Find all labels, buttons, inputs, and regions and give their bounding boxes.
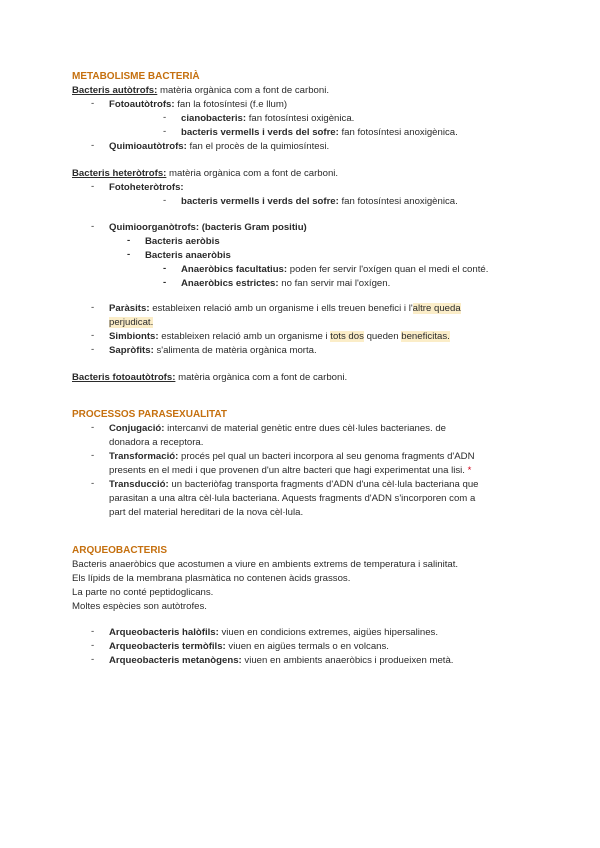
item-vermells-verds: bacteris vermells i verds del sofre: fan fotosíntesi anoxigènica. [181,127,458,138]
bullet-dash: - [91,654,95,665]
bullet-dash: - [163,263,167,274]
item-simbionts: Simbionts: estableixen relació amb un organisme i tots dos queden beneficitas. [109,331,450,342]
item-halofils: Arqueobacteris halòfils: viuen en condicions extremes, aigües hipersalines. [109,627,439,638]
item-transformacio-cont: presents en el medi i que provenen d'un altre bacteri que hagi experimentat una lisi. * [109,465,472,476]
item-estrictes: Anaeròbics estrictes: no fan servir mai l'oxígen. [181,278,391,289]
item-autotrofs: Bacteris autòtrofs: matèria orgànica com a font de carboni. [72,85,330,96]
bullet-dash: - [91,626,95,637]
item-parasits: Paràsits: estableixen relació amb un organisme i ells treuen benefici i l'altre queda [109,303,461,314]
bullet-dash: - [127,235,131,246]
item-fotoautotrofs: Fotoautòtrofs: fan la fotosíntesi (f.e llum) [109,99,288,110]
bullet-dash: - [163,277,167,288]
item-transduccio: Transducció: un bacteriòfag transporta fragments d'ADN d'una cèl·lula bacteriana que [109,479,479,490]
item-aerobis: Bacteris aeròbis [145,236,220,247]
bullet-dash: - [91,640,95,651]
item-quimioautotrofs: Quimioautòtrofs: fan el procès de la quimiosíntesi. [109,141,330,152]
bullet-dash: - [91,181,95,192]
item-transduccio-cont-2: part del material hereditari de la nova cèl·lula. [109,507,304,518]
bullet-dash: - [127,249,131,260]
item-anaerobis: Bacteris anaeròbis [145,250,231,261]
highlight: perjudicat. [109,317,154,328]
paragraph-line: La parte no conté peptidoglicans. [72,587,214,598]
paragraph-line: Bacteris anaeròbics que acostumen a viure en ambients extrems de temperatura i salinitat. [72,559,459,570]
highlight: tots dos [330,331,364,342]
bullet-dash: - [91,422,95,433]
item-conjugacio-cont: donadora a receptora. [109,437,204,448]
item-transformacio: Transformació: procés pel qual un bacteri incorpora al seu genoma fragments d'ADN [109,451,475,462]
item-transduccio-cont: parasitan a una altra cèl·lula bacteriana. Aquests fragments d'ADN s'incorporen com a [109,493,476,504]
item-vermells-verds-2: bacteris vermells i verds del sofre: fan fotosíntesi anoxigènica. [181,196,458,207]
section-title-arqueobacteris: ARQUEOBACTERIS [72,545,168,556]
bullet-dash: - [91,140,95,151]
item-quimioorganotrofs: Quimioorganòtrofs: (bacteris Gram positiu) [109,222,307,233]
item-fotoheterotrofs: Fotoheteròtrofs: [109,182,184,193]
paragraph-line: Els lípids de la membrana plasmàtica no contenen àcids grassos. [72,573,351,584]
highlight: beneficitas. [401,331,450,342]
item-parasits-cont [109,316,153,329]
bullet-dash: - [163,195,167,206]
section-title-metabolisme: METABOLISME BACTERIÀ [72,71,200,82]
item-termofils: Arqueobacteris termòfils: viuen en aigües termals o en volcans. [109,641,389,652]
section-title-parasexualitat: PROCESSOS PARASEXUALITAT [72,409,228,420]
bullet-dash: - [91,344,95,355]
item-saprofits: Sapròfits: s'alimenta de matèria orgànica morta. [109,345,317,356]
item-facultatius: Anaeròbics facultatius: poden fer servir l'oxígen quan el medi el conté. [181,264,489,275]
bullet-dash: - [91,478,95,489]
paragraph-line: Moltes espècies son autòtrofes. [72,601,207,612]
bullet-dash: - [91,302,95,313]
highlight: altre queda [412,303,461,314]
bullet-dash: - [91,98,95,109]
bullet-dash: - [91,221,95,232]
item-metanogens: Arqueobacteris metanògens: viuen en ambients anaeròbics i produeixen metà. [109,655,454,666]
bullet-dash: - [163,112,167,123]
item-heterotrofs: Bacteris heteròtrofs: matèria orgànica com a font de carboni. [72,168,339,179]
item-cianobacteris: cianobacteris: fan fotosíntesi oxigènica. [181,113,355,124]
bullet-dash: - [91,450,95,461]
asterisk-mark: * [464,465,472,476]
item-conjugacio: Conjugació: intercanvi de material genètic entre dues cèl·lules bacterianes. de [109,423,447,434]
bullet-dash: - [163,126,167,137]
item-fotoautotrofs-2: Bacteris fotoautòtrofs: matèria orgànica com a font de carboni. [72,372,348,383]
bullet-dash: - [91,330,95,341]
